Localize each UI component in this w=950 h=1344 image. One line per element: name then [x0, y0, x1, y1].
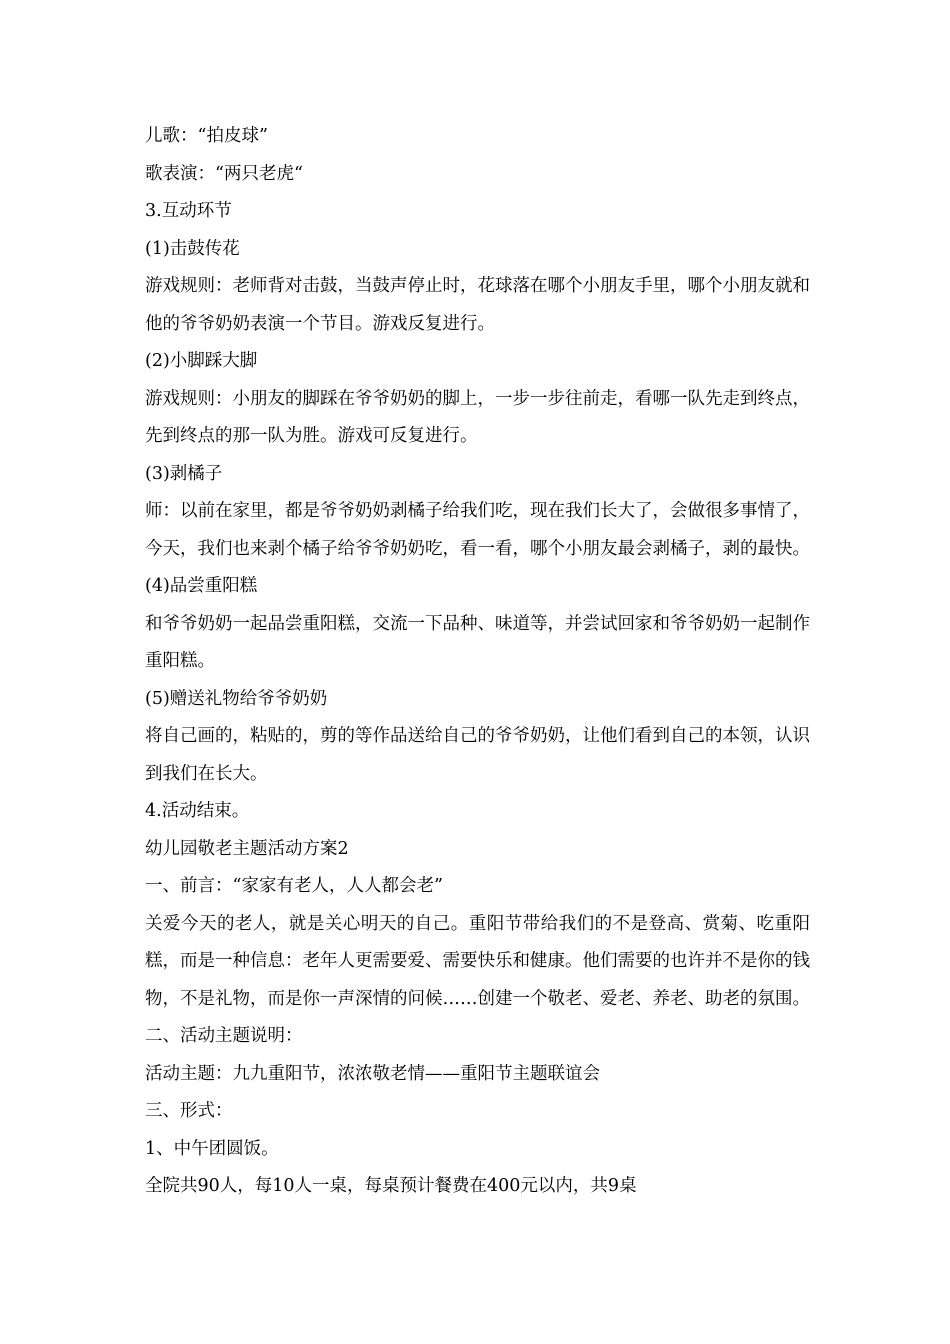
paragraph-taste-cake: 和爷爷奶奶一起品尝重阳糕，交流一下品种、味道等，并尝试回家和爷爷奶奶一起制作重阳糕。 [145, 613, 810, 671]
paragraph-song-clap-ball: 儿歌：“拍皮球” [145, 126, 268, 146]
heading-drum-flower: (1)击鼓传花 [145, 238, 240, 259]
heading-peel-orange: (3)剥橘子 [145, 463, 223, 484]
heading-preface: 一、前言：“家家有老人，人人都会老” [145, 876, 443, 896]
heading-lunch: 1、中午团圆饭。 [145, 1138, 279, 1159]
paragraph-song-two-tigers: 歌表演：“两只老虎“ [145, 163, 303, 184]
document-body [145, 118, 810, 1206]
paragraph-theme: 活动主题：九九重阳节，浓浓敬老情——重阳节主题联谊会 [145, 1063, 600, 1084]
heading-activity-end: 4.活动结束。 [145, 801, 250, 821]
heading-gifts: (5)赠送礼物给爷爷奶奶 [145, 688, 328, 709]
heading-theme-description: 二、活动主题说明： [145, 1026, 303, 1046]
paragraph-lunch-details: 全院共90人，每10人一桌，每桌预计餐费在400元以内，共9桌 [145, 1176, 637, 1196]
paragraph-small-feet-rules: 游戏规则：小朋友的脚踩在爷爷奶奶的脚上，一步一步往前走，看哪一队先走到终点，先到终点的那一队为胜。游戏可反复进行。 [145, 388, 810, 446]
heading-small-feet: (2)小脚踩大脚 [145, 351, 258, 371]
title-plan-2: 幼儿园敬老主题活动方案2 [145, 838, 349, 859]
heading-format: 三、形式： [145, 1101, 233, 1121]
paragraph-drum-flower-rules: 游戏规则：老师背对击鼓，当鼓声停止时，花球落在哪个小朋友手里，哪个小朋友就和他的爷爷奶奶表演一个节目。游戏反复进行。 [145, 276, 810, 334]
paragraph-gifts: 将自己画的，粘贴的，剪的等作品送给自己的爷爷奶奶，让他们看到自己的本领，认识到我们在长大。 [145, 726, 810, 784]
paragraph-peel-orange: 师：以前在家里，都是爷爷奶奶剥橘子给我们吃，现在我们长大了，会做很多事情了，今天，我们也来剥个橘子给爷爷奶奶吃，看一看，哪个小朋友最会剥橘子，剥的最快。 [145, 501, 810, 559]
heading-interaction: 3.互动环节 [145, 201, 232, 221]
paragraph-preface: 关爱今天的老人，就是关心明天的自己。重阳节带给我们的不是登高、赏菊、吃重阳糕，而是一种信息：老年人更需要爱、需要快乐和健康。他们需要的也许并不是你的钱物，不是礼物，而是你一声深情的问候……创建一个敬老、爱老、养老、助老的氛围。 [145, 913, 810, 1009]
heading-taste-cake: (4)品尝重阳糕 [145, 576, 258, 596]
